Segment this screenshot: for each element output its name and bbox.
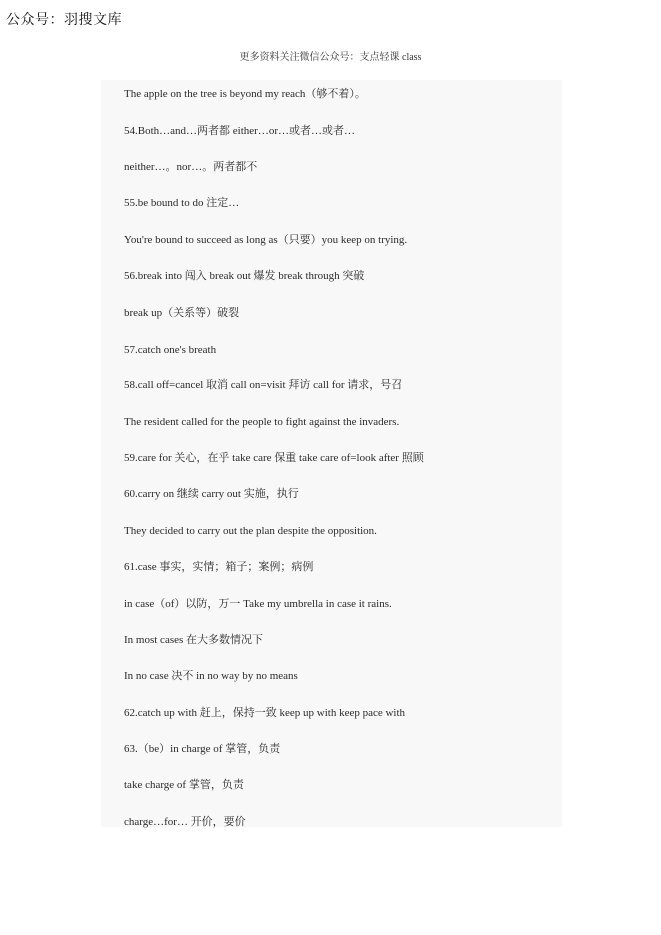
page-subheader: 更多资料关注微信公众号：支点轻课 class	[239, 52, 422, 63]
text-line: 55.be bound to do 注定…	[124, 197, 240, 209]
text-line: 61.case 事实，实情；箱子；案例；病例	[124, 561, 314, 573]
text-line: You're bound to succeed as long as（只要）you keep on trying.	[124, 234, 408, 246]
text-line: They decided to carry out the plan despite the opposition.	[124, 525, 377, 537]
watermark-text: 公众号：羽搜文库	[6, 13, 122, 28]
text-line: The resident called for the people to fight against the invaders.	[124, 416, 400, 428]
text-line: In most cases 在大多数情况下	[124, 634, 264, 646]
text-line: In no case 决不 in no way by no means	[124, 670, 298, 682]
text-line: break up（关系等）破裂	[124, 307, 240, 319]
text-line: 59.care for 关心，在乎 take care 保重 take care of=look after 照顾	[124, 452, 424, 464]
text-line: 60.carry on 继续 carry out 实施，执行	[124, 488, 299, 500]
text-line: The apple on the tree is beyond my reach（够不着）。	[124, 88, 366, 100]
text-line: 62.catch up with 赶上，保持一致 keep up with keep pace with	[124, 707, 406, 719]
text-line: 57.catch one's breath	[124, 344, 217, 356]
text-line: 63.（be）in charge of 掌管，负责	[124, 743, 281, 755]
text-line: charge…for… 开价，要价	[124, 816, 246, 828]
text-line: take charge of 掌管，负责	[124, 779, 244, 791]
text-line: neither…。nor…。两者都不	[124, 161, 258, 173]
text-line: 56.break into 闯入 break out 爆发 break through 突破	[124, 270, 365, 282]
text-line: 58.call off=cancel 取消 call on=visit 拜访 call for 请求，号召	[124, 379, 403, 391]
text-line: 54.Both…and…两者都 either…or…或者…或者…	[124, 125, 355, 137]
text-line: in case（of）以防，万一 Take my umbrella in case it rains.	[124, 598, 392, 610]
